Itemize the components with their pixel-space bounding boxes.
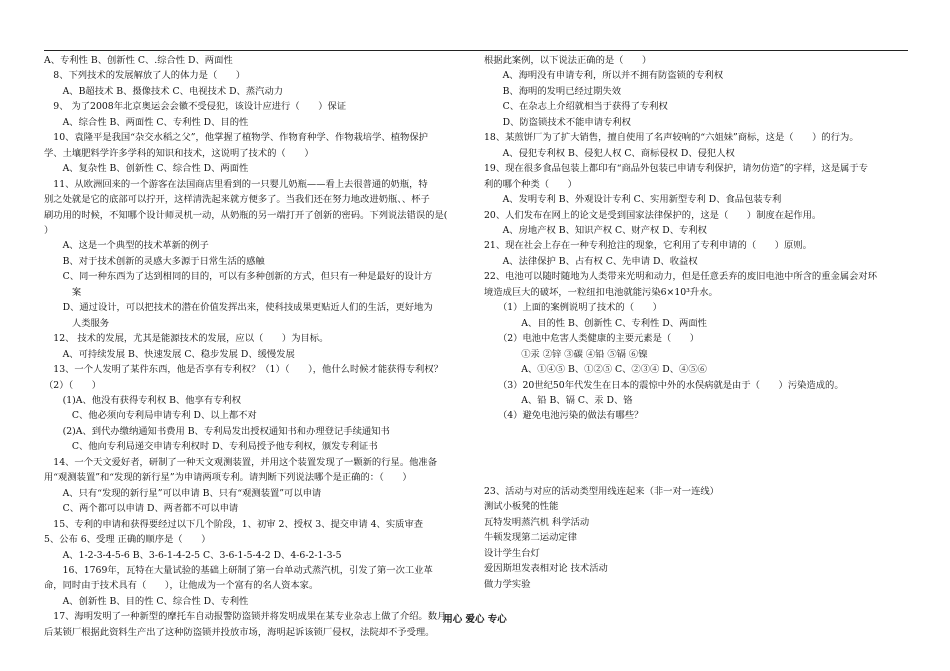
left-column-line: 8、下列技术的发展解放了人的体力是（ ） xyxy=(44,70,246,82)
left-column-line: C、两个都可以申请 D、两者都不可以申请 xyxy=(44,503,239,515)
left-column-line: D、通过设计，可以把技术的潜在价值发挥出来，使科技成果更贴近人们的生活，更好地为 xyxy=(44,302,433,314)
right-column-line: 做力学实验 xyxy=(484,578,531,590)
left-column-line: 13、一个人发明了某件东西，他是否享有专利权？（1）（ ），他什么时候才能获得专利权？ xyxy=(44,364,443,376)
left-column-line: 11、从欧洲回来的一个游客在法国商店里看到的一只婴儿奶瓶——看上去很普通的奶瓶，特 xyxy=(44,178,428,190)
right-column-line: （4）避免电池污染的做法有哪些？ xyxy=(484,410,644,422)
left-column-line: 人类服务 xyxy=(44,317,110,329)
right-column-line: 18、某煎饼厂为了扩大销售，擅自使用了名声较响的“六姐妹”商标，这是（ ）的行为。 xyxy=(484,132,859,144)
left-column-line: 命，同时由于技术具有（ ），让他成为一个富有的名人资本家。 xyxy=(44,580,319,592)
left-column-line: ） xyxy=(44,224,54,236)
left-column-line: A、创新性 B、目的性 C、综合性 D、专利性 xyxy=(44,595,249,607)
right-column-line: A、法律保护 B、占有权 C、先申请 D、收益权 xyxy=(484,255,698,267)
right-column-line xyxy=(484,469,904,484)
right-column-line: 爱因斯坦发表相对论 技术活动 xyxy=(484,563,608,575)
right-column-line: 23、活动与对应的活动类型用线连起来（非一对一连线） xyxy=(484,485,719,497)
right-column-line: A、海明没有申请专利，所以并不拥有防盗锁的专利权 xyxy=(484,70,724,82)
left-column-line: C、他必须向专利局申请专利 D、以上都不对 xyxy=(44,410,257,422)
left-column-line: A、复杂性 B、创新性 C、综合性 D、两面性 xyxy=(44,163,249,175)
right-column-line: 测试小板凳的性能 xyxy=(484,501,559,513)
left-column-line: 5、公布 6、受理 正确的顺序是（ ） xyxy=(44,534,211,546)
left-column-line: 14、一个天文爱好者，研制了一种天文观测装置，并用这个装置发现了一颗新的行星。他准备 xyxy=(44,456,438,468)
right-column-line: （3）20世纪50年代发生在日本的震惊中外的水俣病就是由于（ ）污染造成的。 xyxy=(484,379,844,391)
left-column-line: 用“观测装置”和“发现的新行星”为申请两项专利。请判断下列说法哪个是正确的：（ ） xyxy=(44,472,412,484)
right-column-line xyxy=(484,454,904,469)
left-column-line: 刷功用的时候，不知哪个设计师灵机一动，从奶瓶的另一端打开了创新的密码。下列说法错误的是( xyxy=(44,209,448,221)
right-column-line: 瓦特发明蒸汽机 科学活动 xyxy=(484,516,590,528)
right-column-line: 牛顿发现第二运动定律 xyxy=(484,532,577,544)
left-column-line: 15、专利的申请和获得要经过以下几个阶段，1、初审 2、授权 3、提交申请 4、实质审查 xyxy=(44,518,424,530)
right-column-line: A、发明专利 B、外观设计专利 C、实用新型专利 D、食品包装专利 xyxy=(484,194,782,206)
right-column-line xyxy=(484,439,904,454)
right-column-line: A、侵犯专利权 B、侵犯人权 C、商标侵权 D、侵犯人权 xyxy=(484,147,735,159)
left-column-line: A、B超技术 B、摄像技术 C、电视技术 D、蒸汽动力 xyxy=(44,85,284,97)
left-column-line: 12、 技术的发展，尤其是能源技术的发展，应以（ ）为目标。 xyxy=(44,333,329,345)
right-column-line: 设计学生台灯 xyxy=(484,547,540,559)
left-column-line: A、这是一个典型的技术革新的例子 xyxy=(44,240,209,252)
right-column-line: 19、现在很多食品包装上都印有“商品外包装已申请专利保护，请勿仿造”的字样，这是属于专 xyxy=(484,163,868,175)
left-column-line: （2）（ ） xyxy=(44,379,102,391)
right-column-line: A、目的性 B、创新性 C、专利性 D、两面性 xyxy=(484,317,707,329)
left-column-line: A、综合性 B、两面性 C、专利性 D、目的性 xyxy=(44,116,249,128)
right-column-line: 根据此案例，以下说法正确的是（ ） xyxy=(484,55,652,66)
left-column-line: 别之处就是它的底部可以拧开，这样清洗起来就方便多了。当我们还在努力地改进奶瓶、、杯子 xyxy=(44,194,430,206)
right-column-line: （1）上面的案例说明了技术的（ ） xyxy=(484,302,662,314)
right-column-line: ①汞 ②锌 ③碳 ④铅 ⑤镉 ⑥镍 xyxy=(484,348,648,360)
right-column-line: C、在杂志上介绍就相当于获得了专利权 xyxy=(484,101,668,113)
right-column-line: 20、人们发布在网上的论文是受到国家法律保护的，这是（ ）制度在起作用。 xyxy=(484,209,822,221)
left-column-line: 案 xyxy=(44,286,82,298)
left-column xyxy=(44,53,474,640)
header-rule xyxy=(44,50,908,51)
left-column-line: 9、 为了2008年北京奥运会会徽不受侵犯，该设计应进行（ ）保证 xyxy=(44,101,347,113)
right-column-line: 境造成巨大的破坏，一粒纽扣电池就能污染6×10³升水。 xyxy=(484,286,718,298)
right-column-line: D、防盗锁技术不能申请专利权 xyxy=(484,116,631,128)
left-column-line: C、他向专利局递交申请专利权时 D、专利局授予他专利权，颁发专利证书 xyxy=(44,441,378,453)
left-column-line: (1)A、他没有获得专利权 B、他享有专利权 xyxy=(44,394,242,406)
right-column-line: B、海明的发明已经过期失效 xyxy=(484,85,621,97)
left-column-line: 16、1769年，瓦特在大量试验的基础上研制了第一台单动式蒸汽机，引发了第一次工业革 xyxy=(44,564,433,576)
right-column-line xyxy=(484,424,904,439)
left-column-line: 10、袁隆平是我国“杂交水稻之父”，他掌握了植物学、作物育种学、作物栽培学、植物保护 xyxy=(44,132,428,144)
page-footer: 用心 爱心 专心 xyxy=(443,614,507,625)
left-column-line: A、1-2-3-4-5-6 B、3-6-1-4-2-5 C、3-6-1-5-4-2 D、4-6-2-1-3-5 xyxy=(44,549,342,561)
right-column-line: 21、现在社会上存在一种专利抢注的现象，它利用了专利申请的（ ）原则。 xyxy=(484,240,812,252)
right-column-line: 利的哪个种类（ ） xyxy=(484,178,577,190)
right-column xyxy=(484,53,904,592)
right-column-line: 22、电池可以随时随地为人类带来光明和动力，但是任意丢弃的废旧电池中所含的重金属会对环 xyxy=(484,271,878,283)
left-column-line: B、对于技术创新的灵感大多源于日常生活的感触 xyxy=(44,255,265,267)
left-column-line: A、只有“发现的新行星”可以申请 B、只有“观测装置”可以申请 xyxy=(44,487,322,499)
left-column-line: A、可持续发展 B、快速发展 C、稳步发展 D、缓慢发展 xyxy=(44,348,295,360)
left-column-line: A、专利性 B、创新性 C、.综合性 D、两面性 xyxy=(44,55,233,66)
left-column-line: 后某锁厂根据此资料生产出了这种防盗锁并投放市场，海明起诉该锁厂侵权，法院却不予受理。 xyxy=(44,626,435,638)
right-column-line: （2）电池中危害人类健康的主要元素是（ ） xyxy=(484,333,700,345)
right-column-line: A、房地产权 B、知识产权 C、财产权 D、专利权 xyxy=(484,224,707,236)
left-column-line: C、同一种东西为了达到相同的目的，可以有多种创新的方式，但只有一种是最好的设计方 xyxy=(44,271,433,283)
left-column-line: 学、土壤肥料学许多学科的知识和技术，这说明了技术的（ ） xyxy=(44,147,314,159)
left-column-line: (2)A、到代办缴纳通知书费用 B、专利局发出授权通知书和办理登记手续通知书 xyxy=(44,425,390,437)
right-column-line: A、①④⑤ B、①②⑤ C、②③④ D、④⑤⑥ xyxy=(484,364,707,376)
left-column-line: 17、海明发明了一种新型的摩托车自动报警防盗锁并将发明成果在某专业杂志上做了介绍。数月 xyxy=(44,611,447,623)
right-column-line: A、铅 B、镉 C、汞 D、铬 xyxy=(484,394,633,406)
